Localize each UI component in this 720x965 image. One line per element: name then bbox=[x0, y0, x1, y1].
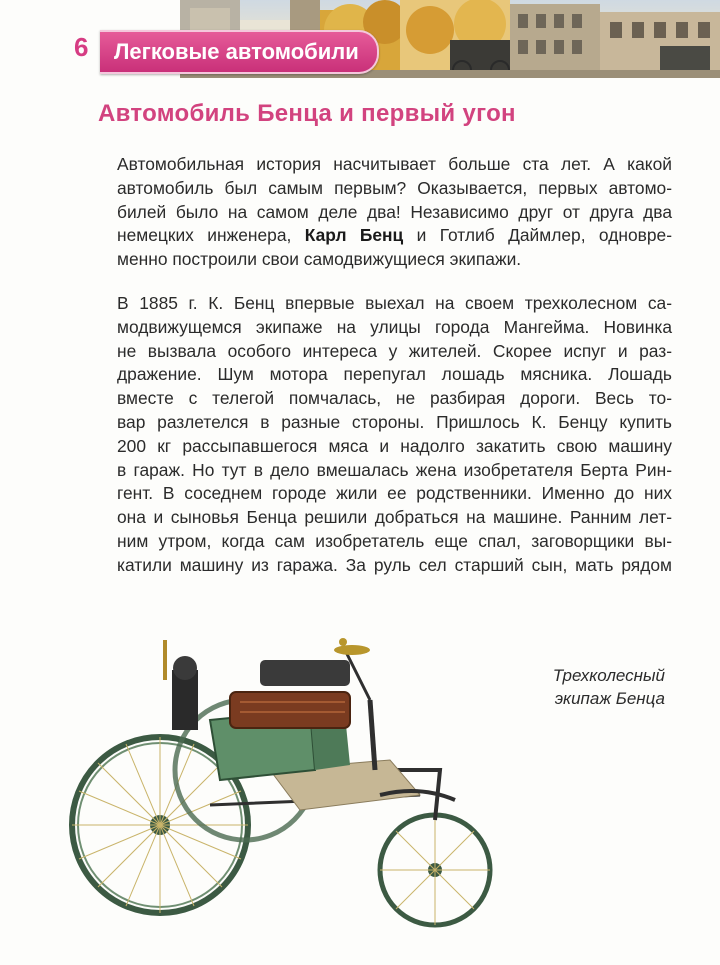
text-line: в гараж. Но тут в дело вмешалась жена изобретателя Берта Рин- bbox=[117, 459, 672, 480]
paragraph-2 bbox=[117, 292, 672, 578]
text-line: она и сыновья Бенца решили добраться на машине. Ранним лет- bbox=[117, 507, 672, 528]
text-fragment: немецких инженера, bbox=[117, 225, 305, 246]
text-line: вар разлетелся в разные стороны. Пришлось К. Бенцу купить bbox=[117, 411, 672, 432]
text-fragment: и Готлиб Даймлер, одновре- bbox=[403, 225, 672, 246]
text-line: ним утром, когда сам изобретатель еще спал, заговорщики вы- bbox=[117, 530, 672, 551]
paragraph-1 bbox=[117, 153, 672, 272]
caption-line: Трехколесный bbox=[552, 666, 665, 685]
text-line: менно построили свои самодвижущиеся экипажи. bbox=[117, 249, 522, 270]
text-line: не вызвала особого интереса у жителей. Скорее испуг и раз- bbox=[117, 340, 672, 361]
figure-caption bbox=[505, 664, 665, 710]
text-line: В 1885 г. К. Бенц впервые выехал на своем трехколесном са- bbox=[117, 293, 672, 313]
caption-line: экипаж Бенца bbox=[554, 689, 665, 708]
text-line: 200 кг рассыпавшегося мяса и надолго закатить свою машину bbox=[117, 435, 672, 456]
front-wheel bbox=[380, 815, 490, 925]
text-line: автомобиль был самым первым? Оказывается, первых автомо- bbox=[117, 177, 672, 198]
text-line: модвижущемся экипаже на улицы города Мангейма. Новинка bbox=[117, 316, 672, 337]
text-line: дражение. Шум мотора перепугал лошадь мясника. Лошадь bbox=[117, 364, 672, 385]
article-title: Автомобиль Бенца и первый угон bbox=[98, 100, 516, 127]
bold-name: Карл Бенц bbox=[304, 225, 404, 246]
benz-motorwagen-illustration bbox=[60, 620, 530, 960]
text-line: билей было на самом деле два! Независимо друг от друга два bbox=[117, 201, 672, 222]
page-number: 6 bbox=[74, 32, 89, 62]
text-line: Автомобильная история насчитывает больше ста лет. А какой bbox=[117, 154, 672, 174]
text-line: катили машину из гаража. За руль сел старший сын, мать рядом bbox=[117, 554, 672, 575]
header-banner bbox=[0, 0, 720, 78]
text-line: вместе с телегой помчалась, не разбирая дороги. Весь то- bbox=[117, 388, 672, 409]
section-title: Легковые автомобили bbox=[100, 30, 379, 74]
text-line bbox=[117, 224, 672, 248]
text-line: гент. В соседнем городе жили ее родственники. Именно до них bbox=[117, 483, 672, 504]
